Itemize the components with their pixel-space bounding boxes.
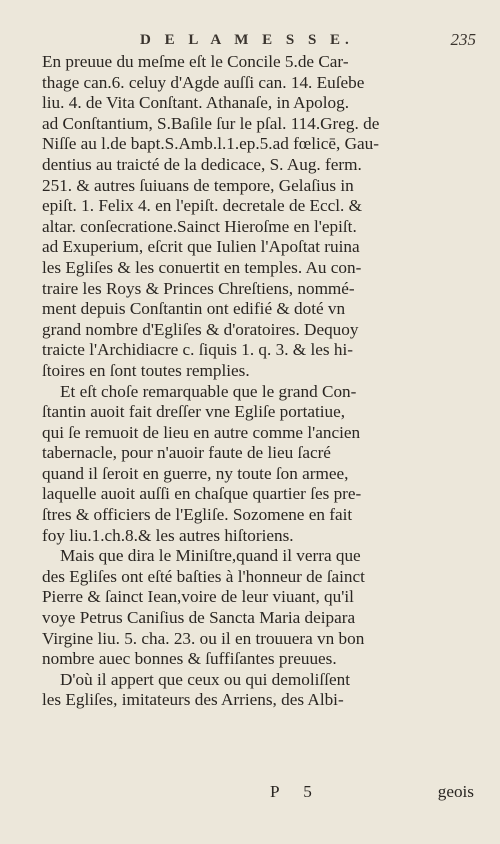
text-line: traire les Roys & Princes Chreſtiens, nommé- (42, 278, 355, 298)
text-body (42, 52, 474, 711)
text-line: ſtantin auoit fait dreſſer vne Egliſe portatiue, (42, 402, 346, 422)
running-head: D E L A M E S S E. (140, 32, 354, 48)
text-line: altar. conſecratione.Sainct Hieroſme en l'epiſt. (42, 216, 357, 236)
catchword: geois (437, 782, 474, 801)
text-line: voye Petrus Caniſius de Sancta Maria deipara (42, 608, 356, 628)
text-line: Virgine liu. 5. cha. 23. ou il en trouuera vn bon (42, 628, 365, 648)
page-number: 235 (450, 30, 476, 49)
text-line: dentius au traicté de la dedicace, S. Aug. ferm. (42, 154, 362, 174)
text-line: grand nombre d'Egliſes & d'oratoires. Dequoy (42, 319, 359, 339)
text-line: les Egliſes & les conuertit en temples. Au con- (42, 257, 362, 277)
paragraph-start-line: Mais que dira le Miniſtre,quand il verra que (60, 546, 361, 566)
text-line: liu. 4. de Vita Conſtant. Athanaſe, in Apolog. (42, 93, 350, 113)
text-line: ſtoires en ſont toutes remplies. (42, 360, 250, 380)
text-line: les Egliſes, imitateurs des Arriens, des Albi- (42, 690, 344, 710)
text-line: ad Exuperium, eſcrit que Iulien l'Apoſtat ruina (42, 237, 360, 257)
text-line: ment depuis Conſtantin ont edifié & doté vn (42, 299, 346, 319)
text-line: epiſt. 1. Felix 4. en l'epiſt. decretale de Eccl. & (42, 196, 362, 216)
signature-mark: P 5 (270, 782, 322, 801)
page-footer (42, 782, 474, 804)
text-line: Pierre & ſainct Iean,voire de leur viuant, qu'il (42, 587, 354, 607)
text-line: ſtres & officiers de l'Egliſe. Sozomene en fait (42, 505, 353, 525)
text-line: ad Conſtantium, S.Baſile ſur le pſal. 114.Greg. de (42, 113, 380, 133)
text-line: qui ſe remuoit de lieu en autre comme l'ancien (42, 422, 361, 442)
text-line: 251. & autres ſuiuans de tempore, Gelaſius in (42, 175, 354, 195)
text-line: Niſſe au l.de bapt.S.Amb.l.1.ep.5.ad fœlicē, Gau- (42, 134, 379, 154)
text-line: thage can.6. celuy d'Agde auſſi can. 14. Euſebe (42, 72, 365, 92)
text-line: foy liu.1.ch.8.& les autres hiſtoriens. (42, 525, 294, 545)
text-line: tabernacle, pour n'auoir faute de lieu ſacré (42, 443, 331, 463)
paragraph-start-line: Et eſt choſe remarquable que le grand Con- (60, 381, 357, 401)
text-line: traicte l'Archidiacre c. ſiquis 1. q. 3. & les hi- (42, 340, 353, 360)
text-line: En preuue du meſme eſt le Concile 5.de Car- (42, 52, 349, 71)
paragraph-start-line: D'où il appert que ceux ou qui demoliſſent (60, 669, 350, 689)
text-line: nombre auec bonnes & ſuffiſantes preuues. (42, 649, 337, 669)
page-header (60, 28, 476, 52)
text-line: des Egliſes ont eſté baſties à l'honneur de ſainct (42, 566, 365, 586)
text-line: laquelle auoit auſſi en chaſque quartier ſes pre- (42, 484, 362, 504)
text-line: quand il ſeroit en guerre, ny toute ſon armee, (42, 463, 349, 483)
